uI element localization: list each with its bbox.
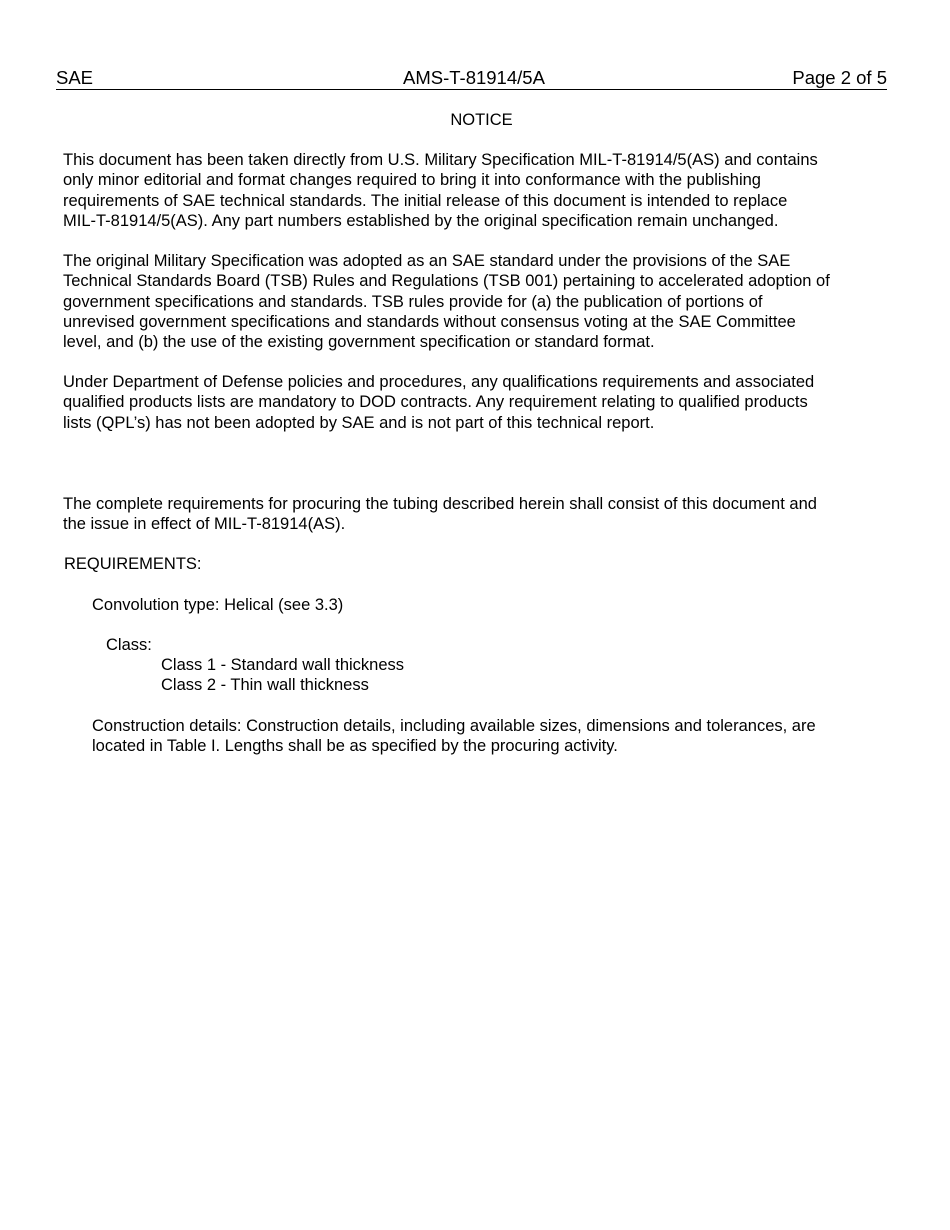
notice-paragraph-2 — [63, 251, 863, 352]
text-line: The original Military Specification was adopted as an SAE standard under the provisions of the SAE — [63, 252, 791, 270]
text-line: unrevised government specifications and standards without consensus voting at the SAE Committee — [63, 312, 796, 331]
text-line: only minor editorial and format changes required to bring it into conformance with the publishing — [63, 171, 761, 190]
text-line: Construction details: Construction details, including available sizes, dimensions and tolerances, are — [92, 717, 816, 735]
text-line: requirements of SAE technical standards. The initial release of this document is intended to replace — [63, 191, 788, 210]
convolution-type: Convolution type: Helical (see 3.3) — [92, 596, 344, 614]
text-line: Technical Standards Board (TSB) Rules and Regulations (TSB 001) pertaining to accelerated adoption of — [63, 272, 830, 291]
text-line: level, and (b) the use of the existing government specification or standard format. — [63, 333, 655, 352]
text-line: Under Department of Defense policies and procedures, any qualifications requirements and associated — [63, 373, 815, 391]
text-line: government specifications and standards. TSB rules provide for (a) the publication of portions of — [63, 292, 763, 311]
class-item: Class 2 - Thin wall thickness — [161, 676, 369, 695]
text-line: The complete requirements for procuring the tubing described herein shall consist of this document and — [63, 495, 817, 513]
text-line: qualified products lists are mandatory to DOD contracts. Any requirement relating to qualified products — [63, 393, 808, 412]
text-line: the issue in effect of MIL-T-81914(AS). — [63, 515, 346, 534]
text-line: located in Table I. Lengths shall be as specified by the procuring activity. — [92, 737, 618, 756]
header-org: SAE — [56, 67, 94, 88]
class-label: Class: — [106, 636, 152, 654]
notice-paragraph-1 — [63, 150, 863, 231]
scope-paragraph — [63, 494, 863, 535]
text-line: lists (QPL’s) has not been adopted by SAE and is not part of this technical report. — [63, 413, 655, 432]
construction-details — [92, 716, 872, 757]
header-doc-number: AMS-T-81914/5A — [403, 67, 545, 88]
class-item: Class 1 - Standard wall thickness — [161, 656, 405, 674]
text-line: This document has been taken directly from U.S. Military Specification MIL-T-81914/5(AS) and contains — [63, 151, 818, 169]
notice-title: NOTICE — [450, 111, 513, 129]
class-list — [161, 655, 404, 696]
header-page-number: Page 2 of 5 — [792, 67, 887, 88]
text-line: MIL-T-81914/5(AS). Any part numbers established by the original specification remain unchanged. — [63, 211, 779, 230]
page-header — [56, 67, 887, 90]
requirements-heading: REQUIREMENTS: — [64, 555, 202, 573]
notice-paragraph-3 — [63, 372, 863, 433]
